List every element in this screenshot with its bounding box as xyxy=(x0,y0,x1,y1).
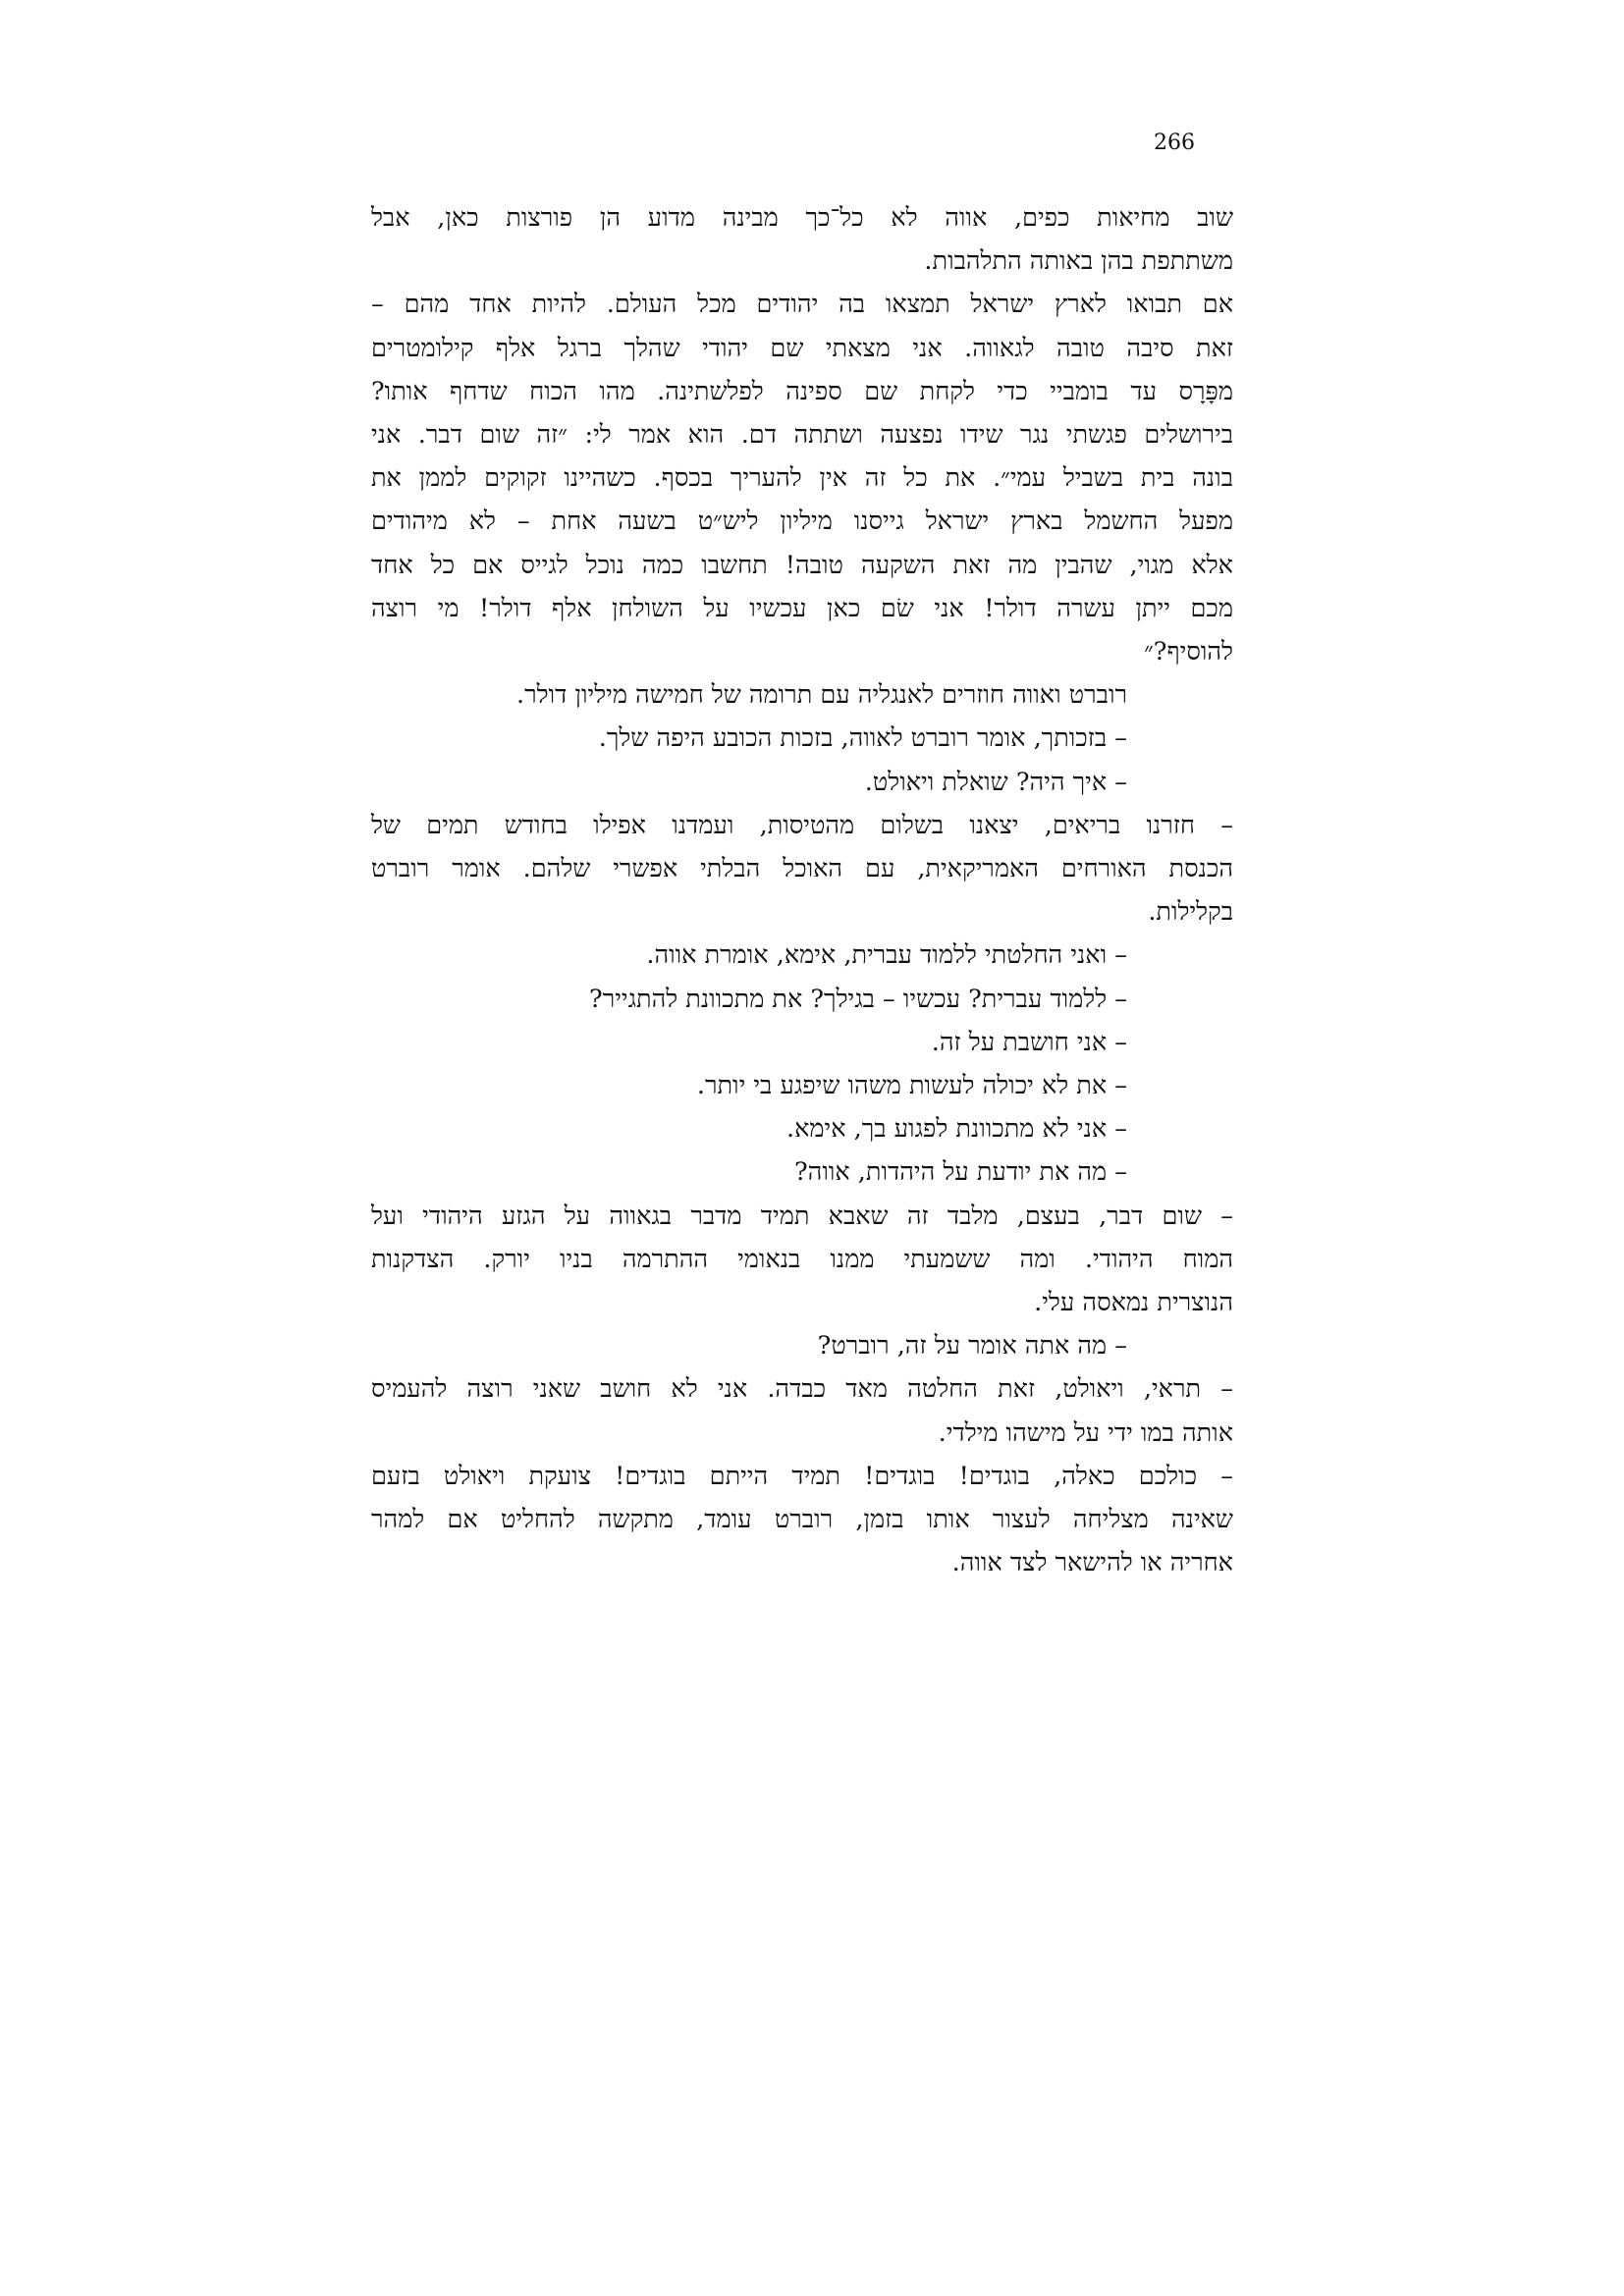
text-line: – תראי, ויאולט, זאת החלטה מאד כבדה. אני לא חושב שאני רוצה להעמיס xyxy=(371,1374,1233,1405)
text-line: להוסיף?״ xyxy=(1144,637,1233,667)
text-line: הנוצרית נמאסה עלי. xyxy=(1034,1288,1233,1318)
text-line: מפעל החשמל בארץ ישראל גייסנו מיליון ליש״ט בשעה אחת – לא מיהודים xyxy=(371,507,1233,537)
dialogue-paragraph xyxy=(371,804,1253,934)
text-line: שאינה מצליחה לעצור אותו בזמן, רוברט עומד, מתקשה להחליט אם למהר xyxy=(371,1505,1233,1535)
text-line: אם תבואו לארץ ישראל תמצאו בה יהודים מכל העולם. להיות אחד מהם – xyxy=(371,290,1233,320)
paragraph xyxy=(371,283,1253,673)
paragraph: רוברט ואווה חוזרים לאנגליה עם תרומה של חמישה מיליון דולר. xyxy=(516,680,1127,711)
dialogue-line: – ואני החלטתי ללמוד עברית, אימא, אומרת אווה. xyxy=(646,940,1127,971)
dialogue-line: – את לא יכולה לעשות משהו שיפגע בי יותר. xyxy=(696,1071,1127,1101)
text-line: – שום דבר, בעצם, מלבד זה שאבא תמיד מדבר בגאווה על הגזע היהודי ועל xyxy=(371,1201,1233,1231)
text-line: הכנסת האורחים האמריקאית, עם האוכל הבלתי אפשרי שלהם. אומר רוברט xyxy=(371,854,1233,884)
page-body-text xyxy=(371,196,1253,1585)
paragraph xyxy=(371,196,1253,283)
text-line: מפָּרָס עד בומביי כדי לקחת שם ספינה לפלשתינה. מהו הכוח שדחף אותו? xyxy=(371,376,1233,406)
dialogue-line: – מה אתה אומר על זה, רוברט? xyxy=(817,1331,1127,1362)
dialogue-paragraph xyxy=(371,1367,1253,1454)
text-line: – כולכם כאלה, בוגדים! בוגדים! תמיד הייתם בוגדים! צועקת ויאולט בזעם xyxy=(371,1461,1233,1491)
dialogue-paragraph xyxy=(371,1455,1253,1585)
dialogue-paragraph xyxy=(371,1195,1253,1325)
text-line: בונה בית בשביל עמי״. את כל זה אין להעריך בכסף. כשהיינו זקוקים לממן את xyxy=(371,463,1233,494)
text-line: מכם ייתן עשרה דולר! אני שׂם כאן עכשיו על השולחן אלף דולר! מי רוצה xyxy=(371,593,1233,623)
dialogue-line: – מה את יודעת על היהדות, אווה? xyxy=(794,1157,1127,1188)
text-line: אותה במו ידי על מישהו מילדי. xyxy=(938,1417,1233,1448)
text-line: בירושלים פגשתי נגר שידו נפצעה ושתתה דם. הוא אמר לי: ״זה שום דבר. אני xyxy=(371,420,1233,451)
text-line: שוב מחיאות כפים, אווה לא כל־כך מבינה מדוע הן פורצות כאן, אבל xyxy=(371,203,1233,233)
text-line: אחריה או להישאר לצד אווה. xyxy=(951,1548,1233,1578)
page-number: 266 xyxy=(1154,131,1195,155)
text-line: המוח היהודי. ומה ששמעתי ממנו בנאומי ההתרמה בניו יורק. הצדקנות xyxy=(371,1244,1233,1274)
text-line: – חזרנו בריאים, יצאנו בשלום מהטיסות, ועמדנו אפילו בחודש תמים של xyxy=(371,810,1233,840)
dialogue-line: – אני לא מתכוונת לפגוע בך, אימא. xyxy=(785,1114,1127,1145)
text-line: בקלילות. xyxy=(1148,897,1233,928)
text-line: משתתפת בהן באותה התלהבות. xyxy=(924,246,1233,277)
dialogue-line: – ללמוד עברית? עכשיו – בגילך? את מתכוונת להתגייר? xyxy=(589,984,1127,1014)
text-line: אלא מגוי, שהבין מה זאת השקעה טובה! תחשבו כמה נוכל לגייס אם כל אחד xyxy=(371,550,1233,580)
dialogue-line: – בזכותך, אומר רוברט לאווה, בזכות הכובע היפה שלך. xyxy=(598,723,1127,754)
dialogue-line: – אני חושבת על זה. xyxy=(931,1027,1127,1057)
text-line: זאת סיבה טובה לגאווה. אני מצאתי שם יהודי שהלך ברגל אלף קילומטרים xyxy=(371,333,1233,363)
dialogue-line: – איך היה? שואלת ויאולט. xyxy=(864,767,1127,797)
